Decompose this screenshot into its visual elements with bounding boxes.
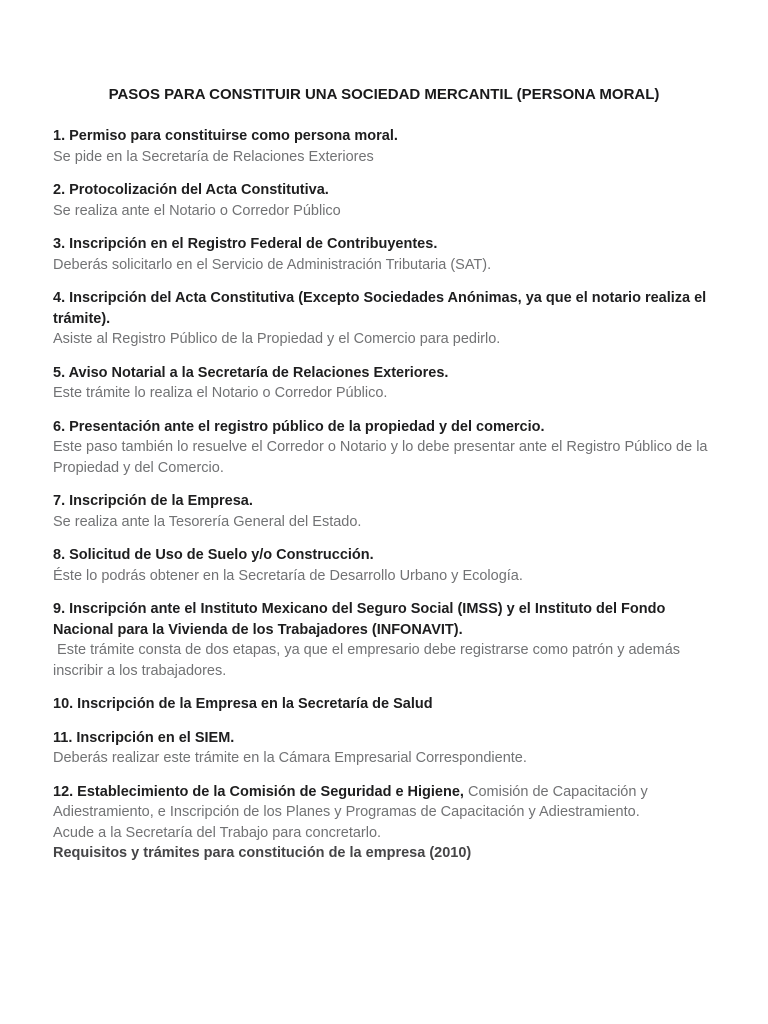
step-2: [53, 180, 715, 221]
step-heading: 8. Solicitud de Uso de Suelo y/o Construcción.: [53, 547, 374, 563]
step-12-lead: [53, 782, 715, 823]
step-heading: 9. Inscripción ante el Instituto Mexicano del Seguro Social (IMSS) y el Instituto del Fondo Nacional para la Vivienda de los Trabajadores (INFONAVIT).: [53, 601, 670, 638]
step-body: Este paso también lo resuelve el Corredor o Notario y lo debe presentar ante el Registro Público de la Propiedad y del Comercio.: [53, 439, 712, 476]
step-6: [53, 417, 715, 479]
step-heading: 6. Presentación ante el registro público de la propiedad y del comercio.: [53, 418, 545, 435]
step-3: [53, 234, 715, 275]
step-heading: 12. Establecimiento de la Comisión de Seguridad e Higiene,: [53, 783, 464, 800]
page-title: PASOS PARA CONSTITUIR UNA SOCIEDAD MERCANTIL (PERSONA MORAL): [108, 86, 660, 103]
step-9: [53, 599, 715, 681]
step-heading: 5. Aviso Notarial a la Secretaría de Relaciones Exteriores.: [53, 364, 449, 381]
step-12-instruction: Acude a la Secretaría del Trabajo para concretarlo.: [53, 824, 382, 841]
step-5: [53, 363, 715, 404]
step-body: Se pide en la Secretaría de Relaciones Exteriores: [53, 148, 374, 165]
step-heading: 2. Protocolización del Acta Constitutiva.: [53, 182, 329, 198]
step-body: Deberás solicitarlo en el Servicio de Administración Tributaria (SAT).: [53, 256, 492, 273]
step-heading: 11. Inscripción en el SIEM.: [53, 729, 235, 746]
step-heading: 10. Inscripción de la Empresa en la Secretaría de Salud: [53, 696, 433, 712]
step-body: Éste lo podrás obtener en la Secretaría de Desarrollo Urbano y Ecología.: [53, 567, 523, 584]
step-body: Asiste al Registro Público de la Propiedad y el Comercio para pedirlo.: [53, 331, 501, 347]
step-heading: 7. Inscripción de la Empresa.: [53, 493, 253, 509]
document-content: [53, 126, 715, 864]
step-7: [53, 491, 715, 532]
step-10: [53, 694, 715, 715]
step-heading: 4. Inscripción del Acta Constitutiva (Excepto Sociedades Anónimas, ya que el notario realiza el trámite).: [53, 290, 711, 327]
step-heading: 3. Inscripción en el Registro Federal de Contribuyentes.: [53, 236, 438, 252]
step-body: Comisión de Capacitación y Adiestramiento, e Inscripción de los Planes y Programas de Capacitación y Adiestramiento.: [53, 783, 651, 820]
step-1: [53, 126, 715, 167]
step-11: [53, 728, 715, 769]
step-body: Este trámite lo realiza el Notario o Corredor Público.: [53, 385, 388, 401]
step-body: Se realiza ante la Tesorería General del Estado.: [53, 513, 362, 530]
document-footer-line: Requisitos y trámites para constitución de la empresa (2010): [53, 845, 472, 861]
step-8: [53, 545, 715, 586]
step-body: Deberás realizar este trámite en la Cámara Empresarial Correspondiente.: [53, 750, 527, 766]
step-heading: 1. Permiso para constituirse como persona moral.: [53, 128, 398, 144]
step-4: [53, 288, 715, 350]
step-12: [53, 782, 715, 864]
step-body: Se realiza ante el Notario o Corredor Público: [53, 202, 341, 219]
step-body: Este trámite consta de dos etapas, ya que el empresario debe registrarse como patrón y además inscribir a los trabajadores.: [53, 642, 685, 679]
